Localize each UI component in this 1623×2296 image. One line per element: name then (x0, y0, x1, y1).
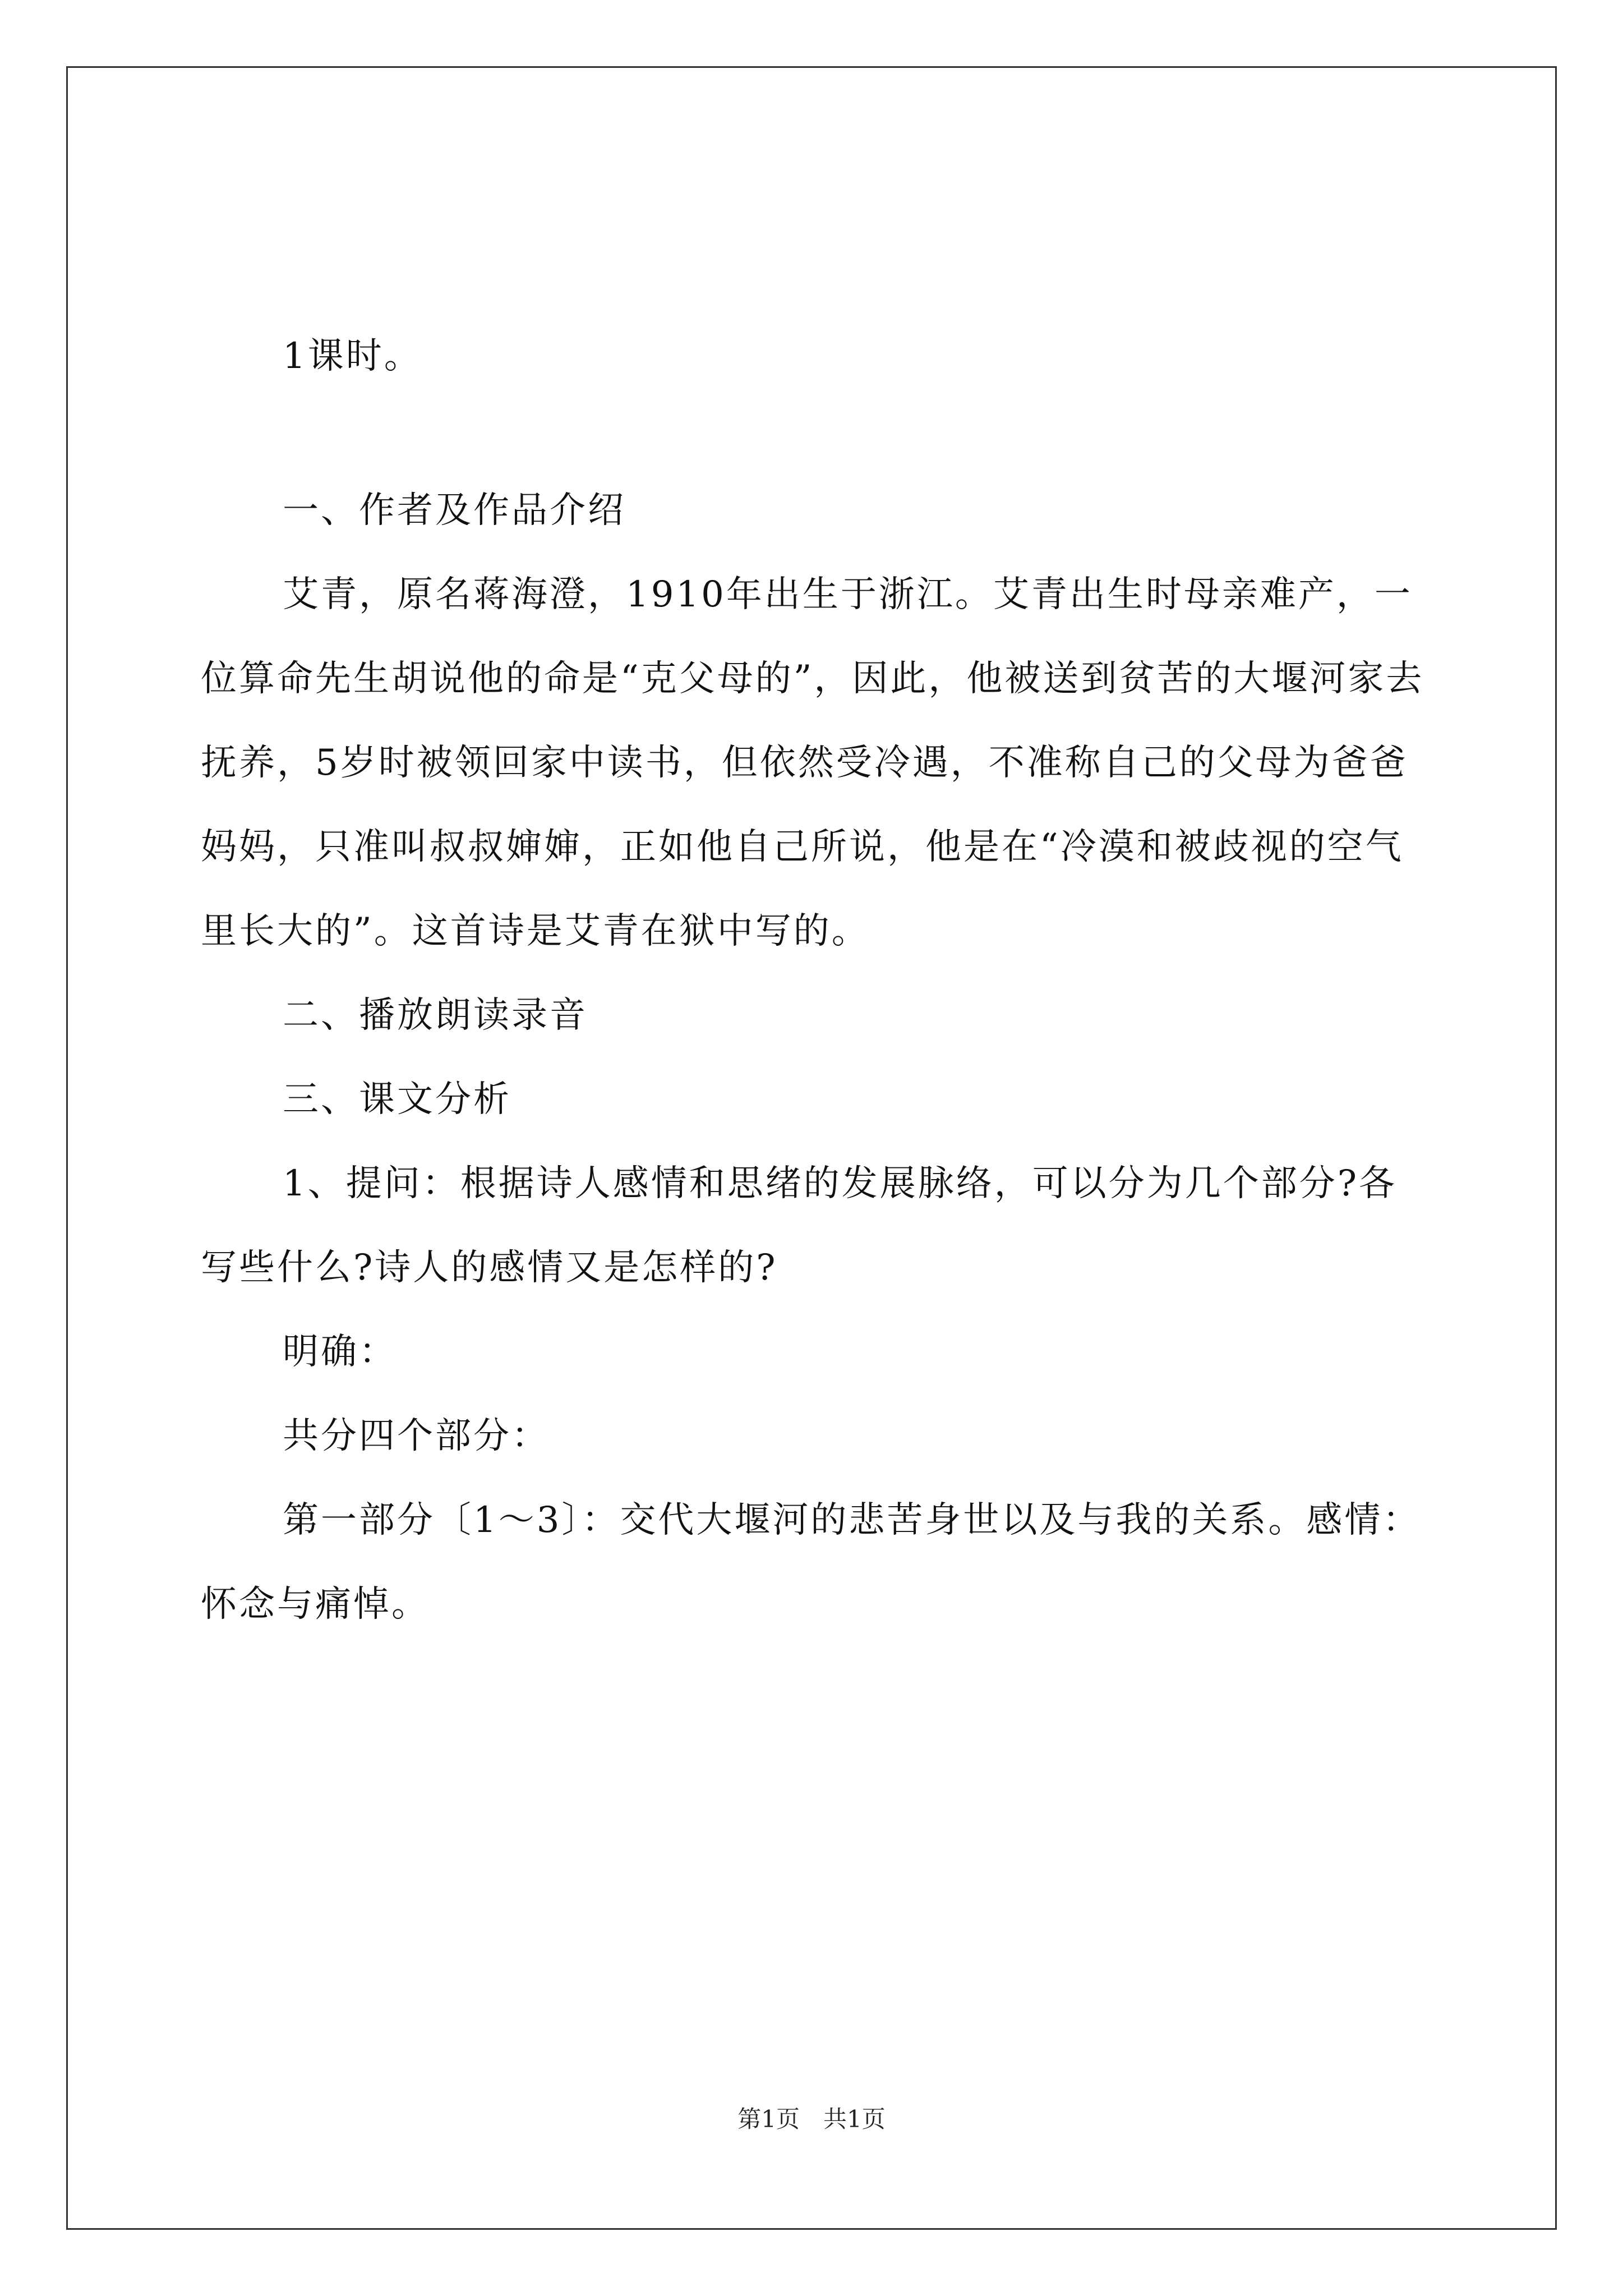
heading-play-recording: 二、播放朗读录音 (283, 995, 588, 1036)
paragraph-clarify: 明确： (283, 1331, 397, 1373)
document-body (201, 314, 1429, 1646)
heading-text-analysis: 三、课文分析 (283, 1079, 511, 1120)
paragraph-question: 1、提问：根据诗人感情和思绪的发展脉络，可以分为几个部分?各写些什么?诗人的感情又是怎样的? (201, 1163, 1398, 1289)
page-footer: 第1页 共1页 (737, 2105, 886, 2133)
paragraph-spacer (201, 398, 1429, 468)
paragraph-part-one: 第一部分〔1～3〕：交代大堰河的悲苦身世以及与我的关系。感情：怀念与痛悼。 (201, 1499, 1421, 1625)
paragraph-author-biography: 艾青，原名蒋海澄，1910年出生于浙江。艾青出生时母亲难产，一位算命先生胡说他的命是“克父母的”，因此，他被送到贫苦的大堰河家去抚养，5岁时被领回家中读书，但依然受冷遇，不准称自己的父母为爸爸妈妈，只准叫叔叔婶婶，正如他自己所说，他是在“冷漠和被歧视的空气里长大的”。这首诗是艾青在狱中写的。 (201, 574, 1424, 952)
paragraph-class-hours: 1课时。 (283, 335, 422, 377)
heading-author-introduction: 一、作者及作品介绍 (283, 490, 626, 531)
paragraph-four-parts: 共分四个部分： (283, 1415, 550, 1457)
